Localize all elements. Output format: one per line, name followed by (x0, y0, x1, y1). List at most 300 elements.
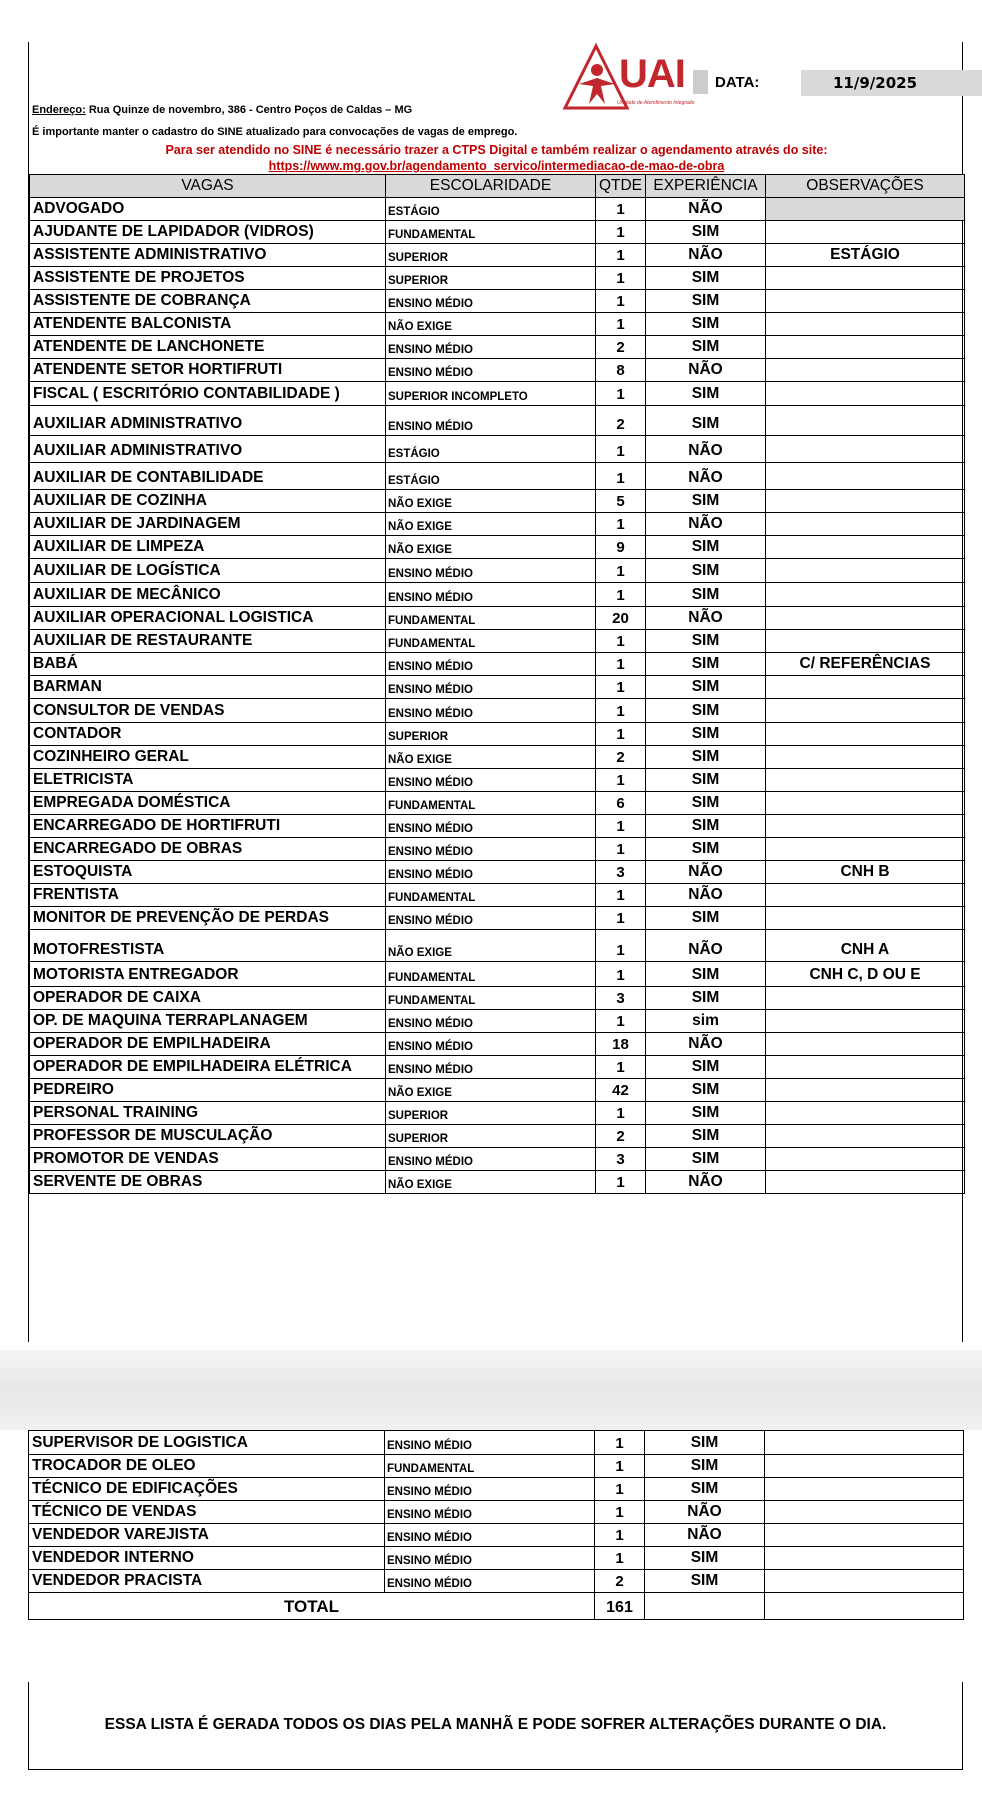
observation-cell (766, 1125, 965, 1148)
table-row (30, 490, 965, 513)
schooling-cell: SUPERIOR INCOMPLETO (386, 382, 596, 406)
quantity-cell: 1 (596, 463, 646, 490)
observation-cell (766, 607, 965, 630)
job-title-cell: ADVOGADO (30, 198, 386, 221)
observation-cell (766, 382, 965, 406)
observation-cell (766, 884, 965, 907)
table-row (30, 198, 965, 221)
job-title-cell: ATENDENTE BALCONISTA (30, 313, 386, 336)
agendamento-link[interactable]: https://www.mg.gov.br/agendamento_servico/intermediacao-de-mao-de-obra (268, 159, 725, 173)
schooling-cell: ENSINO MÉDIO (386, 406, 596, 436)
page-separator (0, 1350, 982, 1430)
quantity-cell: 1 (596, 630, 646, 653)
experience-cell: SIM (646, 1125, 766, 1148)
job-title-cell: BABÁ (30, 653, 386, 676)
schooling-cell: NÃO EXIGE (386, 513, 596, 536)
quantity-cell: 1 (595, 1524, 645, 1547)
observation-cell (766, 336, 965, 359)
job-title-cell: MOTOFRESTISTA (30, 930, 386, 962)
table-row (30, 290, 965, 313)
experience-cell: NÃO (646, 1171, 766, 1194)
quantity-cell: 2 (595, 1570, 645, 1593)
job-title-cell: PEDREIRO (30, 1079, 386, 1102)
quantity-cell: 1 (596, 653, 646, 676)
observation-cell (766, 838, 965, 861)
job-title-cell: TÉCNICO DE EDIFICAÇÕES (29, 1478, 385, 1501)
table-row (30, 513, 965, 536)
logo-text: UAI (619, 52, 685, 96)
schooling-cell: SUPERIOR (386, 723, 596, 746)
experience-cell: NÃO (645, 1501, 765, 1524)
table-row (30, 746, 965, 769)
experience-cell: NÃO (646, 1033, 766, 1056)
table-row (30, 1010, 965, 1033)
schooling-cell: ENSINO MÉDIO (386, 838, 596, 861)
experience-cell: SIM (646, 653, 766, 676)
date-value: 11/9/2025 (801, 70, 982, 96)
table-row (29, 1431, 964, 1455)
quantity-cell: 1 (595, 1455, 645, 1478)
table-row (30, 1056, 965, 1079)
experience-cell: SIM (646, 1079, 766, 1102)
experience-cell: NÃO (646, 513, 766, 536)
table-row (30, 436, 965, 463)
experience-cell: SIM (646, 267, 766, 290)
table-row (29, 1547, 964, 1570)
experience-cell: NÃO (646, 359, 766, 382)
job-title-cell: MOTORISTA ENTREGADOR (30, 962, 386, 987)
quantity-cell: 1 (596, 676, 646, 699)
table-row (30, 1125, 965, 1148)
job-title-cell: OPERADOR DE EMPILHADEIRA ELÉTRICA (30, 1056, 386, 1079)
job-title-cell: ATENDENTE SETOR HORTIFRUTI (30, 359, 386, 382)
experience-cell: SIM (646, 1056, 766, 1079)
job-title-cell: PROMOTOR DE VENDAS (30, 1148, 386, 1171)
quantity-cell: 1 (596, 513, 646, 536)
job-list-sheet-page-2 (28, 1430, 963, 1770)
job-title-cell: ENCARREGADO DE OBRAS (30, 838, 386, 861)
table-row (30, 559, 965, 583)
column-header-escolaridade: ESCOLARIDADE (386, 175, 596, 198)
job-title-cell: AUXILIAR DE LIMPEZA (30, 536, 386, 559)
schooling-cell: ENSINO MÉDIO (386, 1056, 596, 1079)
experience-cell: SIM (646, 336, 766, 359)
table-row (30, 1033, 965, 1056)
observation-cell (765, 1570, 964, 1593)
schooling-cell: ENSINO MÉDIO (386, 653, 596, 676)
schooling-cell: NÃO EXIGE (386, 313, 596, 336)
schooling-cell: ENSINO MÉDIO (386, 359, 596, 382)
schooling-cell: NÃO EXIGE (386, 1171, 596, 1194)
job-title-cell: ESTOQUISTA (30, 861, 386, 884)
job-table-continued (28, 1430, 964, 1620)
observation-cell (766, 907, 965, 930)
quantity-cell: 1 (596, 1171, 646, 1194)
experience-cell: SIM (645, 1431, 765, 1455)
schooling-cell: ENSINO MÉDIO (386, 559, 596, 583)
observation-cell (766, 1148, 965, 1171)
total-empty-cell (765, 1593, 964, 1620)
schooling-cell: ESTÁGIO (386, 198, 596, 221)
observation-cell (765, 1431, 964, 1455)
observation-cell (766, 513, 965, 536)
quantity-cell: 1 (596, 221, 646, 244)
table-row (29, 1455, 964, 1478)
experience-cell: SIM (646, 769, 766, 792)
schooling-cell: FUNDAMENTAL (386, 962, 596, 987)
quantity-cell: 1 (595, 1431, 645, 1455)
observation-cell (766, 723, 965, 746)
experience-cell: SIM (646, 907, 766, 930)
logo-bar (693, 70, 708, 94)
address-line (32, 104, 412, 116)
quantity-cell: 1 (596, 1056, 646, 1079)
experience-cell: NÃO (646, 244, 766, 267)
observation-cell (765, 1524, 964, 1547)
experience-cell: SIM (646, 792, 766, 815)
observation-cell (766, 1033, 965, 1056)
job-title-cell: BARMAN (30, 676, 386, 699)
quantity-cell: 8 (596, 359, 646, 382)
quantity-cell: 1 (595, 1478, 645, 1501)
schooling-cell: ENSINO MÉDIO (386, 699, 596, 723)
observation-cell (766, 676, 965, 699)
table-row (30, 907, 965, 930)
experience-cell: SIM (646, 583, 766, 607)
experience-cell: SIM (646, 699, 766, 723)
quantity-cell: 1 (595, 1501, 645, 1524)
observation-cell (766, 630, 965, 653)
quantity-cell: 1 (596, 436, 646, 463)
observation-cell (766, 987, 965, 1010)
table-row (30, 536, 965, 559)
observation-cell (766, 463, 965, 490)
total-row (29, 1593, 964, 1620)
logo-subtitle: Unidade de Atendimento Integrado (617, 100, 695, 106)
observation-cell (766, 1056, 965, 1079)
table-row (30, 406, 965, 436)
experience-cell: sim (646, 1010, 766, 1033)
observation-cell (766, 490, 965, 513)
quantity-cell: 1 (596, 583, 646, 607)
experience-cell: NÃO (646, 930, 766, 962)
schooling-cell: SUPERIOR (386, 244, 596, 267)
schooling-cell: ENSINO MÉDIO (386, 290, 596, 313)
job-title-cell: AUXILIAR DE CONTABILIDADE (30, 463, 386, 490)
quantity-cell: 5 (596, 490, 646, 513)
quantity-cell: 2 (596, 746, 646, 769)
quantity-cell: 1 (596, 313, 646, 336)
job-title-cell: CONTADOR (30, 723, 386, 746)
total-label: TOTAL (29, 1593, 595, 1620)
job-list-sheet-page-1 (28, 42, 963, 1342)
quantity-cell: 1 (596, 962, 646, 987)
observation-cell (766, 221, 965, 244)
quantity-cell: 2 (596, 406, 646, 436)
observation-cell (766, 746, 965, 769)
job-title-cell: AUXILIAR ADMINISTRATIVO (30, 406, 386, 436)
table-row (30, 838, 965, 861)
experience-cell: SIM (645, 1478, 765, 1501)
observation-cell (766, 1010, 965, 1033)
total-value: 161 (595, 1593, 645, 1620)
schooling-cell: ENSINO MÉDIO (385, 1570, 595, 1593)
quantity-cell: 42 (596, 1079, 646, 1102)
table-row (30, 792, 965, 815)
quantity-cell: 1 (596, 290, 646, 313)
experience-cell: SIM (646, 746, 766, 769)
quantity-cell: 1 (596, 559, 646, 583)
schooling-cell: SUPERIOR (386, 267, 596, 290)
schooling-cell: FUNDAMENTAL (386, 987, 596, 1010)
quantity-cell: 1 (596, 907, 646, 930)
job-title-cell: TROCADOR DE OLEO (29, 1455, 385, 1478)
job-title-cell: ASSISTENTE DE PROJETOS (30, 267, 386, 290)
job-title-cell: ASSISTENTE DE COBRANÇA (30, 290, 386, 313)
experience-cell: SIM (646, 1148, 766, 1171)
quantity-cell: 9 (596, 536, 646, 559)
observation-cell (766, 313, 965, 336)
schooling-cell: FUNDAMENTAL (385, 1455, 595, 1478)
schooling-cell: ENSINO MÉDIO (386, 1148, 596, 1171)
table-row (30, 1079, 965, 1102)
experience-cell: SIM (646, 838, 766, 861)
observation-cell: ESTÁGIO (766, 244, 965, 267)
experience-cell: SIM (646, 630, 766, 653)
observation-cell (766, 267, 965, 290)
schooling-cell: NÃO EXIGE (386, 490, 596, 513)
observation-cell (766, 1079, 965, 1102)
table-row (30, 815, 965, 838)
experience-cell: SIM (646, 290, 766, 313)
schooling-cell: ENSINO MÉDIO (386, 815, 596, 838)
observation-cell (766, 198, 965, 221)
observation-cell (766, 290, 965, 313)
table-row (30, 861, 965, 884)
important-note: É importante manter o cadastro do SINE atualizado para convocações de vagas de emprego. (32, 126, 518, 138)
job-title-cell: VENDEDOR PRACISTA (29, 1570, 385, 1593)
quantity-cell: 1 (596, 769, 646, 792)
table-row (30, 583, 965, 607)
quantity-cell: 1 (596, 382, 646, 406)
quantity-cell: 2 (596, 1125, 646, 1148)
observation-cell (766, 699, 965, 723)
job-title-cell: AUXILIAR OPERACIONAL LOGISTICA (30, 607, 386, 630)
experience-cell: SIM (646, 815, 766, 838)
schooling-cell: FUNDAMENTAL (386, 221, 596, 244)
uai-logo (561, 42, 721, 118)
observation-cell (766, 1171, 965, 1194)
schooling-cell: ENSINO MÉDIO (386, 676, 596, 699)
table-row (30, 244, 965, 267)
quantity-cell: 1 (596, 884, 646, 907)
observation-cell: C/ REFERÊNCIAS (766, 653, 965, 676)
table-row (30, 962, 965, 987)
observation-cell: CNH B (766, 861, 965, 884)
table-row (30, 607, 965, 630)
job-title-cell: VENDEDOR VAREJISTA (29, 1524, 385, 1547)
table-row (30, 313, 965, 336)
table-row (30, 336, 965, 359)
table-row (29, 1570, 964, 1593)
table-row (29, 1478, 964, 1501)
experience-cell: SIM (646, 723, 766, 746)
job-title-cell: AUXILIAR DE JARDINAGEM (30, 513, 386, 536)
job-title-cell: VENDEDOR INTERNO (29, 1547, 385, 1570)
column-header-experiencia: EXPERIÊNCIA (646, 175, 766, 198)
job-title-cell: TÉCNICO DE VENDAS (29, 1501, 385, 1524)
job-title-cell: AUXILIAR DE MECÂNICO (30, 583, 386, 607)
job-title-cell: MONITOR DE PREVENÇÃO DE PERDAS (30, 907, 386, 930)
quantity-cell: 1 (596, 699, 646, 723)
table-row (30, 723, 965, 746)
experience-cell: SIM (646, 1102, 766, 1125)
quantity-cell: 2 (596, 336, 646, 359)
table-row (30, 653, 965, 676)
quantity-cell: 3 (596, 1148, 646, 1171)
schooling-cell: ENSINO MÉDIO (386, 861, 596, 884)
job-title-cell: ENCARREGADO DE HORTIFRUTI (30, 815, 386, 838)
job-title-cell: ASSISTENTE ADMINISTRATIVO (30, 244, 386, 267)
experience-cell: SIM (646, 676, 766, 699)
experience-cell: SIM (646, 536, 766, 559)
table-row (30, 676, 965, 699)
quantity-cell: 6 (596, 792, 646, 815)
job-title-cell: FRENTISTA (30, 884, 386, 907)
observation-cell (766, 1102, 965, 1125)
quantity-cell: 3 (596, 987, 646, 1010)
observation-cell (766, 436, 965, 463)
table-row (29, 1524, 964, 1547)
experience-cell: SIM (645, 1570, 765, 1593)
job-title-cell: OPERADOR DE EMPILHADEIRA (30, 1033, 386, 1056)
job-title-cell: OPERADOR DE CAIXA (30, 987, 386, 1010)
observation-cell (766, 559, 965, 583)
date-label: DATA: (715, 74, 760, 91)
observation-cell (766, 583, 965, 607)
observation-cell (766, 815, 965, 838)
schooling-cell: ENSINO MÉDIO (386, 907, 596, 930)
schooling-cell: SUPERIOR (386, 1102, 596, 1125)
quantity-cell: 1 (596, 838, 646, 861)
address-text: Rua Quinze de novembro, 386 - Centro Poços de Caldas – MG (85, 104, 413, 116)
schooling-cell: FUNDAMENTAL (386, 630, 596, 653)
experience-cell: SIM (646, 382, 766, 406)
experience-cell: NÃO (646, 463, 766, 490)
schooling-cell: ENSINO MÉDIO (386, 336, 596, 359)
schooling-cell: NÃO EXIGE (386, 746, 596, 769)
address-label: Endereço: (32, 104, 86, 116)
job-title-cell: ATENDENTE DE LANCHONETE (30, 336, 386, 359)
schooling-cell: ENSINO MÉDIO (386, 1010, 596, 1033)
quantity-cell: 1 (596, 1102, 646, 1125)
schooling-cell: ESTÁGIO (386, 436, 596, 463)
quantity-cell: 1 (596, 723, 646, 746)
table-row (30, 884, 965, 907)
job-table (29, 174, 965, 1194)
observation-cell (766, 769, 965, 792)
job-title-cell: FISCAL ( ESCRITÓRIO CONTABILIDADE ) (30, 382, 386, 406)
table-row (30, 221, 965, 244)
experience-cell: SIM (646, 406, 766, 436)
experience-cell: SIM (646, 313, 766, 336)
experience-cell: NÃO (646, 861, 766, 884)
schooling-cell: ENSINO MÉDIO (386, 1033, 596, 1056)
job-title-cell: COZINHEIRO GERAL (30, 746, 386, 769)
job-title-cell: SUPERVISOR DE LOGISTICA (29, 1431, 385, 1455)
schooling-cell: FUNDAMENTAL (386, 884, 596, 907)
quantity-cell: 18 (596, 1033, 646, 1056)
table-row (30, 699, 965, 723)
experience-cell: SIM (646, 559, 766, 583)
schooling-cell: ENSINO MÉDIO (385, 1501, 595, 1524)
column-header-qtde: QTDE (596, 175, 646, 198)
observation-cell: CNH C, D OU E (766, 962, 965, 987)
job-title-cell: AJUDANTE DE LAPIDADOR (VIDROS) (30, 221, 386, 244)
schooling-cell: ENSINO MÉDIO (385, 1478, 595, 1501)
job-title-cell: ELETRICISTA (30, 769, 386, 792)
table-row (30, 987, 965, 1010)
job-title-cell: AUXILIAR DE RESTAURANTE (30, 630, 386, 653)
table-row (30, 1148, 965, 1171)
schooling-cell: ENSINO MÉDIO (386, 769, 596, 792)
observation-cell (765, 1478, 964, 1501)
job-title-cell: AUXILIAR DE LOGÍSTICA (30, 559, 386, 583)
experience-cell: SIM (645, 1455, 765, 1478)
quantity-cell: 1 (595, 1547, 645, 1570)
schooling-cell: NÃO EXIGE (386, 1079, 596, 1102)
schooling-cell: ENSINO MÉDIO (386, 583, 596, 607)
observation-cell: CNH A (766, 930, 965, 962)
job-title-cell: AUXILIAR DE COZINHA (30, 490, 386, 513)
sine-notice: Para ser atendido no SINE é necessário trazer a CTPS Digital e também realizar o agendamento através do site: (165, 143, 828, 157)
job-title-cell: PROFESSOR DE MUSCULAÇÃO (30, 1125, 386, 1148)
observation-cell (766, 536, 965, 559)
experience-cell: SIM (646, 221, 766, 244)
experience-cell: SIM (646, 962, 766, 987)
job-title-cell: OP. DE MAQUINA TERRAPLANAGEM (30, 1010, 386, 1033)
observation-cell (766, 359, 965, 382)
quantity-cell: 1 (596, 244, 646, 267)
quantity-cell: 20 (596, 607, 646, 630)
job-title-cell: PERSONAL TRAINING (30, 1102, 386, 1125)
schooling-cell: ENSINO MÉDIO (385, 1547, 595, 1570)
job-title-cell: CONSULTOR DE VENDAS (30, 699, 386, 723)
column-header-vagas: VAGAS (30, 175, 386, 198)
observation-cell (766, 792, 965, 815)
quantity-cell: 3 (596, 861, 646, 884)
job-title-cell: AUXILIAR ADMINISTRATIVO (30, 436, 386, 463)
table-row (30, 267, 965, 290)
schooling-cell: ESTÁGIO (386, 463, 596, 490)
experience-cell: NÃO (646, 884, 766, 907)
table-header-row (30, 175, 965, 198)
job-title-cell: EMPREGADA DOMÉSTICA (30, 792, 386, 815)
experience-cell: NÃO (646, 436, 766, 463)
experience-cell: NÃO (646, 607, 766, 630)
table-row (30, 359, 965, 382)
schooling-cell: FUNDAMENTAL (386, 792, 596, 815)
schooling-cell: NÃO EXIGE (386, 930, 596, 962)
table-row (30, 1102, 965, 1125)
column-header-observacoes: OBSERVAÇÕES (766, 175, 965, 198)
quantity-cell: 1 (596, 267, 646, 290)
table-row (29, 1501, 964, 1524)
quantity-cell: 1 (596, 198, 646, 221)
experience-cell: SIM (646, 987, 766, 1010)
observation-cell (765, 1547, 964, 1570)
schooling-cell: FUNDAMENTAL (386, 607, 596, 630)
